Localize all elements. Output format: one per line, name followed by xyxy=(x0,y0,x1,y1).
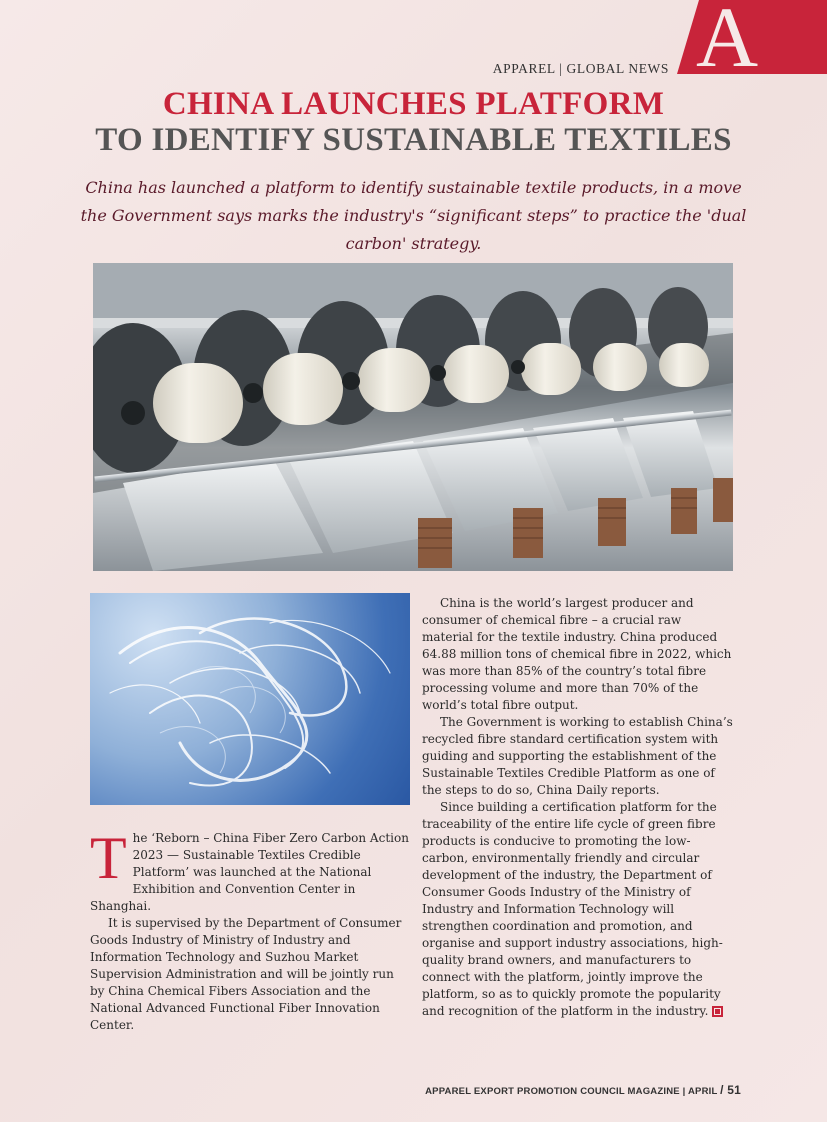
paragraph-5-text: Since building a certification platform for the traceability of the entire life cycle of green fibre products is conducive to promoting the low-carbon, environmentally friendly and circular development of the industry, the Department of Consumer Goods Industry of the Ministry of Industry and Information Technology will strengthen coordination and promotion, and organise and support industry associations, high-quality brand owners, and manufacturers to connect with the platform, jointly improve the platform, so as to quickly promote the popularity and recognition of the platform in the industry. xyxy=(422,800,723,1018)
paragraph-1-text: he ‘Reborn – China Fiber Zero Carbon Action 2023 — Sustainable Textiles Credible Platform’ was launched at the National Exhibition and Convention Center in Shanghai. xyxy=(90,831,409,913)
paragraph-5 xyxy=(422,799,734,1020)
paragraph-1 xyxy=(90,825,410,915)
page-number: / 51 xyxy=(720,1083,741,1097)
magazine-name: APPAREL EXPORT PROMOTION COUNCIL MAGAZINE | APRIL xyxy=(425,1086,718,1097)
paragraph-3: China is the world’s largest producer and consumer of chemical fibre – a crucial raw material for the textile industry. China produced 64.88 million tons of chemical fibre in 2022, which was more than 85% of the country’s total fibre processing volume and more than 70% of the world’s total fibre output. xyxy=(422,596,732,712)
article-left-column xyxy=(90,825,410,1034)
paragraph-4: The Government is working to establish China’s recycled fibre standard certification system with guiding and supporting the establishment of the Sustainable Textiles Credible Platform as one of the steps to do so, China Daily reports. xyxy=(422,715,733,797)
paragraph-2: It is supervised by the Department of Consumer Goods Industry of Ministry of Industry and Information Technology and Suzhou Market Supervision Administration and will be jointly run by China Chemical Fibers Association and the National Advanced Functional Fiber Innovation Center. xyxy=(90,916,402,1032)
section-label: APPAREL | GLOBAL NEWS xyxy=(492,61,669,76)
fibre-strands-illustration xyxy=(90,593,410,805)
headline-line-2: TO IDENTIFY SUSTAINABLE TEXTILES xyxy=(95,122,732,158)
page-footer xyxy=(425,1083,741,1097)
section-letter: A xyxy=(696,0,759,85)
spinning-machine-photo xyxy=(93,263,733,571)
drop-cap: T xyxy=(90,825,127,891)
headline-line-1: CHINA LAUNCHES PLATFORM xyxy=(162,86,665,122)
fibre-closeup-photo xyxy=(90,593,410,805)
standfirst: China has launched a platform to identify sustainable textile products, in a move the Government says marks the industry's “significant steps” to practice the 'dual carbon' strategy. xyxy=(80,178,747,253)
end-of-article-icon xyxy=(712,1006,723,1017)
article-right-column xyxy=(422,595,734,1020)
spinning-machine-illustration xyxy=(93,263,733,571)
